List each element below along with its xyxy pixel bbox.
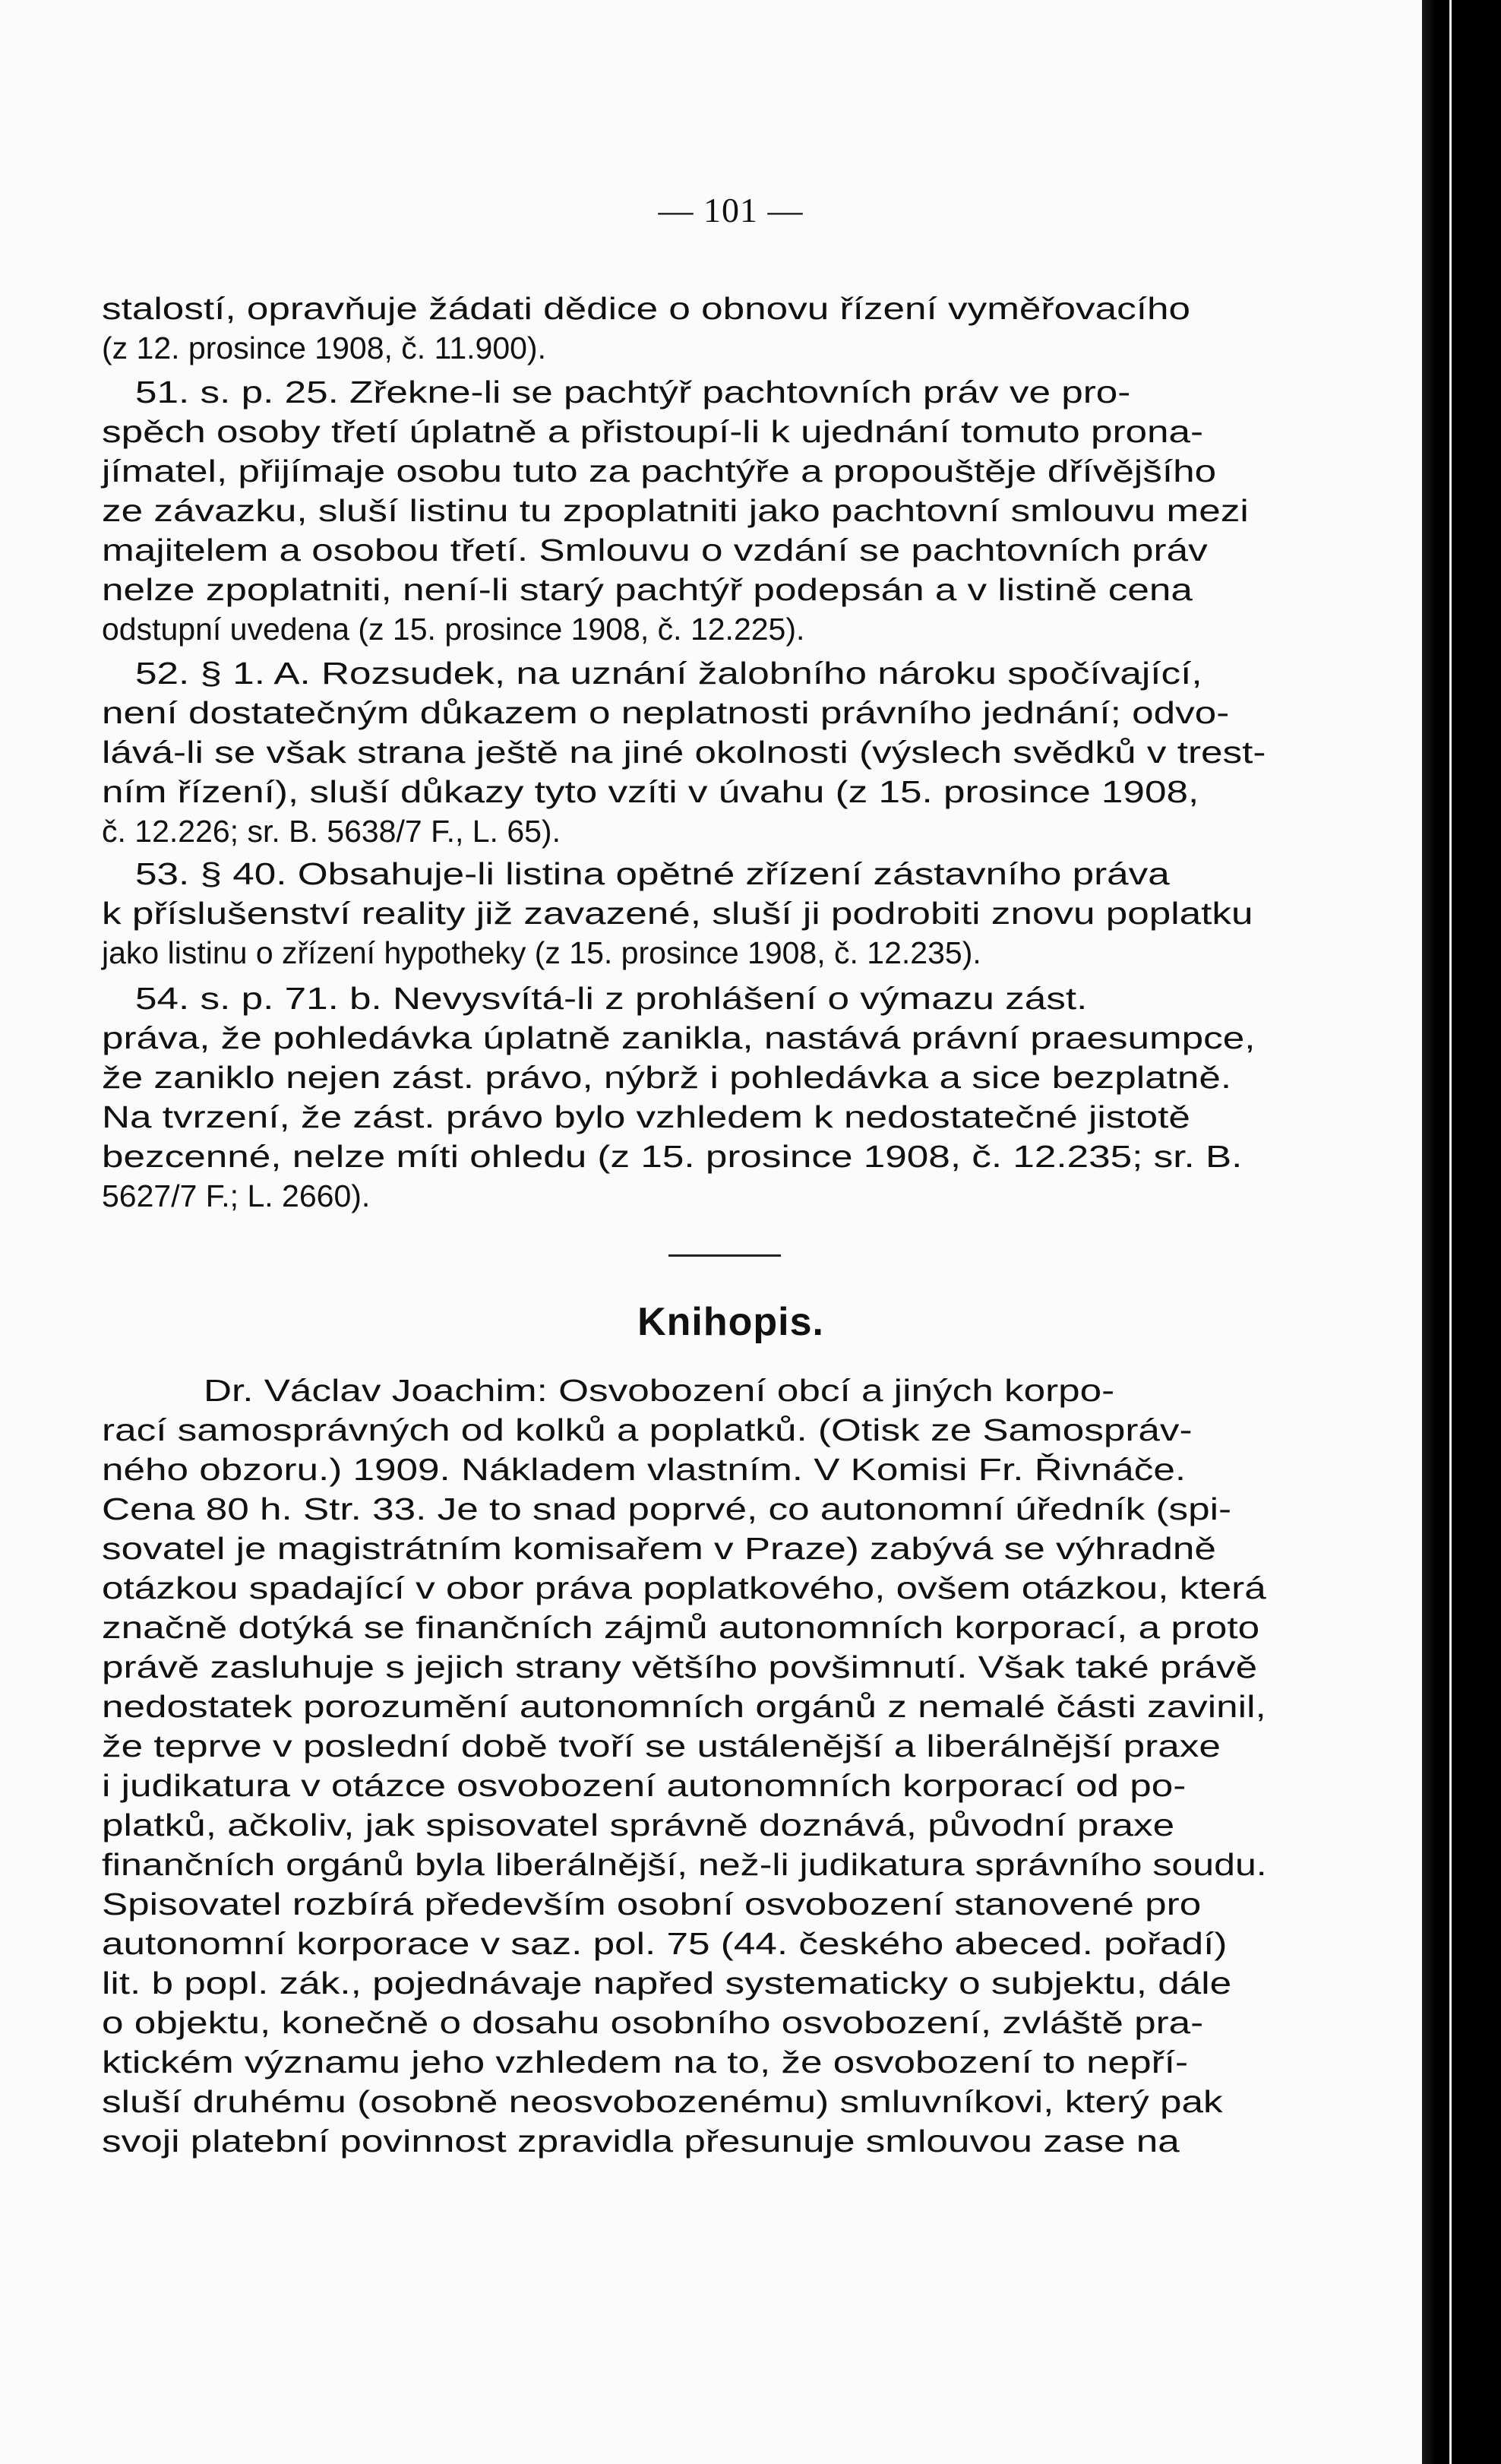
body-line: stalostí, opravňuje žádati dědice o obnovu řízení vyměřovacího	[102, 291, 1190, 326]
section-divider	[668, 1254, 781, 1257]
body-line: ním řízení), sluší důkazy tyto vzíti v úvahu (z 15. prosince 1908,	[102, 774, 1199, 809]
review-line: rací samosprávných od kolků a poplatků. (Otisk ze Samospráv-	[102, 1412, 1193, 1447]
review-line: finančních orgánů byla liberálnější, než-li judikatura správního soudu.	[102, 1847, 1267, 1882]
review-line: lit. b popl. zák., pojednávaje napřed systematicky o subjektu, dále	[102, 1966, 1232, 2001]
review-line: Dr. Václav Joachim: Osvobození obcí a jiných korpo-	[204, 1373, 1115, 1408]
review-line: nedostatek porozumění autonomních orgánů z nemalé části zavinil,	[102, 1689, 1266, 1724]
body-line: (z 12. prosince 1908, č. 11.900).	[102, 331, 546, 365]
body-line: že zaniklo nejen zást. právo, nýbrž i pohledávka a sice bezplatně.	[102, 1060, 1232, 1095]
review-line: ného obzoru.) 1909. Nákladem vlastním. V Komisi Fr. Řivnáče.	[102, 1452, 1187, 1487]
body-line: spěch osoby třetí úplatně a přistoupí-li k ujednání tomuto prona-	[102, 414, 1204, 449]
body-line: ze závazku, sluší listinu tu zpoplatniti jako pachtovní smlouvu mezi	[102, 493, 1249, 528]
page-number: — 101 —	[658, 191, 804, 229]
review-line: Cena 80 h. Str. 33. Je to snad poprvé, co autonomní úředník (spi-	[102, 1491, 1232, 1526]
review-line: sovatel je magistrátním komisařem v Praze) zabývá se výhradně	[102, 1531, 1216, 1566]
body-line: 53. § 40. Obsahuje-li listina opětné zřízení zástavního práva	[135, 856, 1170, 891]
review-line: autonomní korporace v saz. pol. 75 (44. českého abeced. pořadí)	[102, 1926, 1228, 1961]
body-line: majitelem a osobou třetí. Smlouvu o vzdání se pachtovních práv	[102, 533, 1208, 568]
section-heading: Knihopis.	[637, 1300, 824, 1344]
body-line: práva, že pohledávka úplatně zanikla, nastává právní praesumpce,	[102, 1020, 1256, 1055]
review-line: platků, ačkoliv, jak spisovatel správně doznává, původní praxe	[102, 1808, 1175, 1842]
body-line: není dostatečným důkazem o neplatnosti právního jednání; odvo-	[102, 695, 1230, 730]
review-line: i judikatura v otázce osvobození autonomních korporací od po-	[102, 1768, 1187, 1803]
body-line: 5627/7 F.; L. 2660).	[102, 1178, 371, 1213]
body-line: jako listinu o zřízení hypotheky (z 15. prosince 1908, č. 12.235).	[102, 935, 981, 970]
body-line: 54. s. p. 71. b. Nevysvítá-li z prohlášení o výmazu zást.	[135, 981, 1088, 1016]
body-line: jímatel, přijímaje osobu tuto za pachtýře a propouštěje dřívějšího	[102, 454, 1217, 489]
review-line: právě zasluhuje s jejich strany většího povšimnutí. Však také právě	[102, 1650, 1258, 1684]
body-line: odstupní uvedena (z 15. prosince 1908, č. 12.225).	[102, 612, 805, 647]
review-line: o objektu, konečně o dosahu osobního osvobození, zvláště pra-	[102, 2005, 1204, 2040]
review-line: svoji platební povinnost zpravidla přesunuje smlouvou zase na	[102, 2124, 1180, 2159]
body-line: bezcenné, nelze míti ohledu (z 15. prosince 1908, č. 12.235; sr. B.	[102, 1139, 1243, 1174]
review-line: ktickém významu jeho vzhledem na to, že osvobození to nepří-	[102, 2045, 1189, 2080]
body-line: č. 12.226; sr. B. 5638/7 F., L. 65).	[102, 814, 561, 849]
review-line: že teprve v poslední době tvoří se ustálenější a liberálnější praxe	[102, 1729, 1221, 1763]
body-line: 52. § 1. A. Rozsudek, na uznání žalobního nároku spočívající,	[135, 656, 1202, 691]
review-line: otázkou spadající v obor práva poplatkového, ovšem otázkou, která	[102, 1570, 1266, 1605]
body-line: 51. s. p. 25. Zřekne-li se pachtýř pachtovních práv ve pro-	[135, 375, 1131, 410]
body-line: lává-li se však strana ještě na jiné okolnosti (výslech svědků v trest-	[102, 735, 1266, 770]
review-line: Spisovatel rozbírá především osobní osvobození stanovené pro	[102, 1887, 1202, 1922]
body-line: nelze zpoplatniti, není-li starý pachtýř podepsán a v listině cena	[102, 572, 1193, 607]
body-line: k příslušenství reality již zavazené, sluší ji podrobiti znovu poplatku	[102, 896, 1253, 931]
review-line: značně dotýká se finančních zájmů autonomních korporací, a proto	[102, 1610, 1260, 1645]
review-line: sluší druhému (osobně neosvobozenému) smluvníkovi, který pak	[102, 2084, 1223, 2119]
body-line: Na tvrzení, že zást. právo bylo vzhledem k nedostatečné jistotě	[102, 1099, 1190, 1134]
